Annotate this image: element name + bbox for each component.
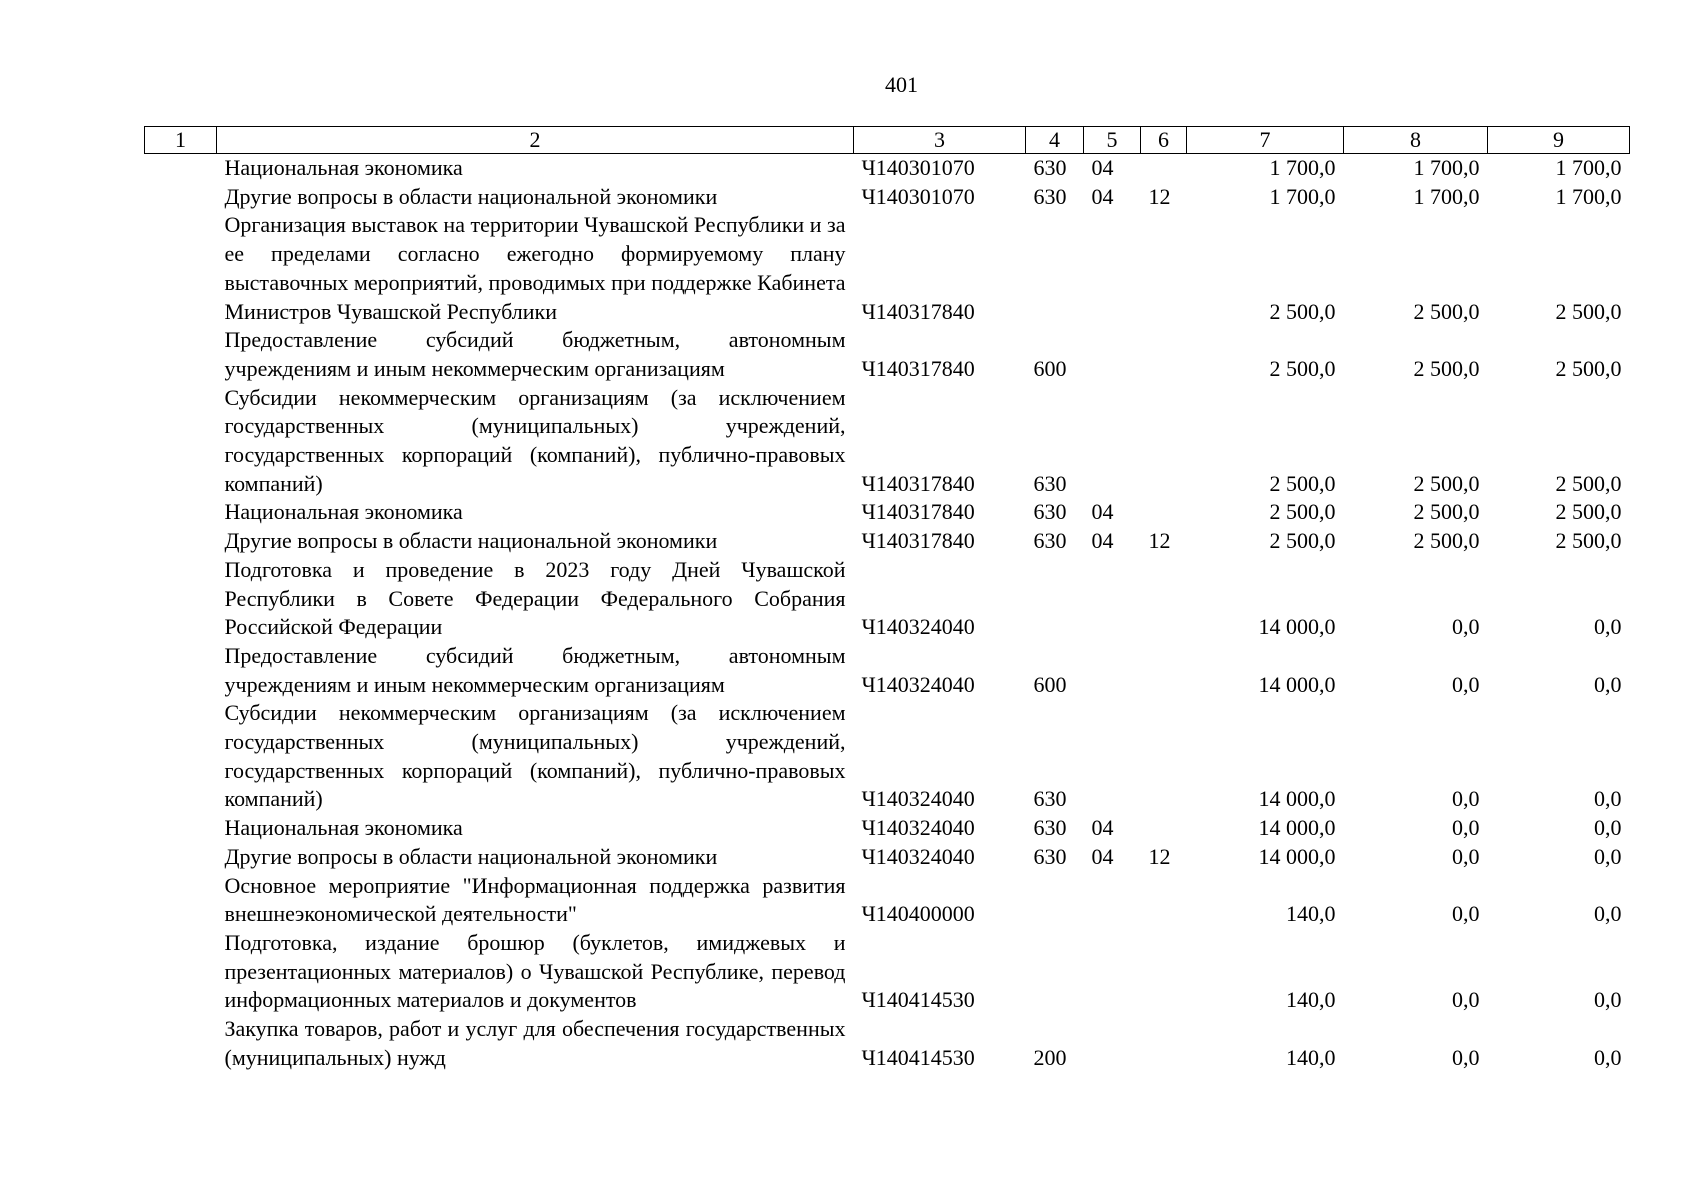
amount-col-9: 0,0 xyxy=(1594,614,1622,640)
item-name: Предоставление субсидий бюджетным, автономным учреждениям и иным некоммерческим организациям xyxy=(224,327,846,381)
row-number-cell xyxy=(145,1015,217,1072)
item-name: Национальная экономика xyxy=(224,499,463,525)
row-number-cell xyxy=(145,183,217,212)
subsection-code xyxy=(1141,699,1187,814)
subsection-code xyxy=(1141,642,1187,699)
table-row xyxy=(145,872,1630,929)
table-body xyxy=(145,154,1630,1073)
item-name: Подготовка, издание брошюр (буклетов, имиджевых и презентационных материалов) о Чувашской Республике, перевод информационных материалов и документов xyxy=(224,929,846,1013)
target-article-code: Ч140317840 xyxy=(861,499,975,525)
budget-table xyxy=(144,126,1630,1073)
amount-col-9: 1 700,0 xyxy=(1555,183,1622,209)
target-article-code: Ч140317840 xyxy=(861,528,975,554)
amount-col-7: 14 000,0 xyxy=(1258,614,1336,640)
section-code xyxy=(1084,556,1141,642)
column-header: 8 xyxy=(1344,127,1488,154)
amount-col-9: 0,0 xyxy=(1594,1044,1622,1070)
section-code: 04 xyxy=(1091,528,1114,554)
amount-col-9: 0,0 xyxy=(1594,987,1622,1013)
section-code xyxy=(1084,384,1141,499)
expense-type-code xyxy=(1026,556,1084,642)
section-code xyxy=(1084,642,1141,699)
section-code: 04 xyxy=(1091,183,1114,209)
target-article-code: Ч140324040 xyxy=(861,786,975,812)
table-header xyxy=(145,127,1630,154)
amount-col-7: 2 500,0 xyxy=(1269,298,1336,324)
item-name: Другие вопросы в области национальной экономики xyxy=(224,843,718,869)
row-number-cell xyxy=(145,642,217,699)
amount-col-9: 2 500,0 xyxy=(1555,499,1622,525)
target-article-code: Ч140400000 xyxy=(861,901,975,927)
expense-type-code: 630 xyxy=(1033,470,1067,496)
subsection-code xyxy=(1141,326,1187,383)
amount-col-7: 14 000,0 xyxy=(1258,786,1336,812)
section-code xyxy=(1084,872,1141,929)
subsection-code xyxy=(1141,556,1187,642)
item-name: Организация выставок на территории Чувашской Республики и за ее пределами согласно ежегодно формируемому плану выставочных мероприятий, проводимых при поддержке Кабинета Министров Чувашской Республики xyxy=(224,212,846,324)
item-name: Национальная экономика xyxy=(224,155,463,180)
expense-type-code: 630 xyxy=(1033,528,1067,554)
section-code: 04 xyxy=(1091,815,1114,841)
amount-col-8: 1 700,0 xyxy=(1413,183,1480,209)
amount-col-9: 2 500,0 xyxy=(1555,355,1622,381)
target-article-code: Ч140317840 xyxy=(861,355,975,381)
section-code xyxy=(1084,326,1141,383)
column-number-row xyxy=(145,127,1630,154)
expense-type-code: 630 xyxy=(1033,786,1067,812)
expense-type-code xyxy=(1026,211,1084,326)
amount-col-8: 0,0 xyxy=(1452,843,1480,869)
row-number-cell xyxy=(145,814,217,843)
subsection-code xyxy=(1141,498,1187,527)
section-code xyxy=(1084,1015,1141,1072)
table-row xyxy=(145,384,1630,499)
target-article-code: Ч140414530 xyxy=(861,987,975,1013)
table-row xyxy=(145,211,1630,326)
amount-col-8: 1 700,0 xyxy=(1413,155,1480,180)
table-row xyxy=(145,699,1630,814)
section-code: 04 xyxy=(1091,843,1114,869)
subsection-code xyxy=(1141,154,1187,183)
subsection-code xyxy=(1141,384,1187,499)
amount-col-9: 0,0 xyxy=(1594,843,1622,869)
page-number: 401 xyxy=(885,72,918,97)
column-header: 9 xyxy=(1488,127,1630,154)
item-name: Субсидии некоммерческим организациям (за исключением государственных (муниципальных) учреждений, государственных корпораций (компаний), публично-правовых компаний) xyxy=(224,700,846,812)
target-article-code: Ч140414530 xyxy=(861,1044,975,1070)
row-number-cell xyxy=(145,384,217,499)
table-row xyxy=(145,642,1630,699)
amount-col-7: 140,0 xyxy=(1286,1044,1336,1070)
amount-col-7: 2 500,0 xyxy=(1269,528,1336,554)
row-number-cell xyxy=(145,498,217,527)
target-article-code: Ч140317840 xyxy=(861,298,975,324)
item-name: Другие вопросы в области национальной экономики xyxy=(224,183,718,209)
amount-col-9: 2 500,0 xyxy=(1555,528,1622,554)
amount-col-8: 0,0 xyxy=(1452,901,1480,927)
target-article-code: Ч140324040 xyxy=(861,815,975,841)
amount-col-8: 0,0 xyxy=(1452,815,1480,841)
amount-col-9: 0,0 xyxy=(1594,815,1622,841)
row-number-cell xyxy=(145,872,217,929)
row-number-cell xyxy=(145,699,217,814)
amount-col-8: 2 500,0 xyxy=(1413,528,1480,554)
table-row xyxy=(145,556,1630,642)
table-row xyxy=(145,843,1630,872)
target-article-code: Ч140324040 xyxy=(861,843,975,869)
table-row xyxy=(145,326,1630,383)
item-name: Субсидии некоммерческим организациям (за исключением государственных (муниципальных) учреждений, государственных корпораций (компаний), публично-правовых компаний) xyxy=(224,384,846,496)
expense-type-code: 630 xyxy=(1033,843,1067,869)
row-number-cell xyxy=(145,326,217,383)
amount-col-7: 2 500,0 xyxy=(1269,355,1336,381)
amount-col-7: 140,0 xyxy=(1286,901,1336,927)
target-article-code: Ч140324040 xyxy=(861,671,975,697)
section-code xyxy=(1084,929,1141,1015)
amount-col-7: 2 500,0 xyxy=(1269,499,1336,525)
column-header: 7 xyxy=(1187,127,1344,154)
subsection-code: 12 xyxy=(1148,528,1171,554)
column-header: 4 xyxy=(1026,127,1084,154)
amount-col-8: 0,0 xyxy=(1452,987,1480,1013)
amount-col-8: 2 500,0 xyxy=(1413,298,1480,324)
amount-col-9: 0,0 xyxy=(1594,901,1622,927)
table-row xyxy=(145,929,1630,1015)
target-article-code: Ч140317840 xyxy=(861,470,975,496)
subsection-code: 12 xyxy=(1148,843,1171,869)
section-code xyxy=(1084,211,1141,326)
amount-col-8: 0,0 xyxy=(1452,671,1480,697)
table-row xyxy=(145,527,1630,556)
row-number-cell xyxy=(145,556,217,642)
expense-type-code: 600 xyxy=(1033,355,1067,381)
item-name: Предоставление субсидий бюджетным, автономным учреждениям и иным некоммерческим организациям xyxy=(224,642,846,697)
item-name: Закупка товаров, работ и услуг для обеспечения государственных (муниципальных) нужд xyxy=(224,1016,846,1070)
amount-col-9: 1 700,0 xyxy=(1555,155,1622,180)
column-header: 2 xyxy=(217,127,854,154)
amount-col-7: 14 000,0 xyxy=(1258,671,1336,697)
row-number-cell xyxy=(145,843,217,872)
amount-col-8: 0,0 xyxy=(1452,1044,1480,1070)
amount-col-7: 14 000,0 xyxy=(1258,843,1336,869)
expense-type-code: 630 xyxy=(1033,499,1067,525)
expense-type-code: 630 xyxy=(1033,815,1067,841)
section-code xyxy=(1084,699,1141,814)
subsection-code xyxy=(1141,1015,1187,1072)
table-row xyxy=(145,498,1630,527)
item-name: Подготовка и проведение в 2023 году Дней Чувашской Республики в Совете Федерации Федерального Собрания Российской Федерации xyxy=(224,556,846,640)
amount-col-7: 2 500,0 xyxy=(1269,470,1336,496)
amount-col-9: 2 500,0 xyxy=(1555,298,1622,324)
row-number-cell xyxy=(145,154,217,183)
column-header: 6 xyxy=(1141,127,1187,154)
expense-type-code xyxy=(1026,929,1084,1015)
item-name: Национальная экономика xyxy=(224,815,463,841)
column-header: 3 xyxy=(854,127,1026,154)
row-number-cell xyxy=(145,929,217,1015)
row-number-cell xyxy=(145,211,217,326)
expense-type-code: 200 xyxy=(1033,1044,1067,1070)
target-article-code: Ч140301070 xyxy=(861,183,975,209)
table-row xyxy=(145,183,1630,212)
expense-type-code: 600 xyxy=(1033,671,1067,697)
table-row xyxy=(145,814,1630,843)
amount-col-9: 2 500,0 xyxy=(1555,470,1622,496)
amount-col-8: 2 500,0 xyxy=(1413,499,1480,525)
table-row xyxy=(145,1015,1630,1072)
amount-col-9: 0,0 xyxy=(1594,786,1622,812)
subsection-code: 12 xyxy=(1148,183,1171,209)
column-header: 1 xyxy=(145,127,217,154)
amount-col-9: 0,0 xyxy=(1594,671,1622,697)
expense-type-code: 630 xyxy=(1033,183,1067,209)
target-article-code: Ч140324040 xyxy=(861,614,975,640)
subsection-code xyxy=(1141,211,1187,326)
amount-col-7: 1 700,0 xyxy=(1269,183,1336,209)
subsection-code xyxy=(1141,929,1187,1015)
section-code: 04 xyxy=(1091,499,1114,525)
expense-type-code: 630 xyxy=(1033,155,1067,180)
column-header: 5 xyxy=(1084,127,1141,154)
section-code: 04 xyxy=(1091,155,1114,180)
amount-col-8: 0,0 xyxy=(1452,614,1480,640)
amount-col-7: 1 700,0 xyxy=(1269,155,1336,180)
amount-col-8: 0,0 xyxy=(1452,786,1480,812)
row-number-cell xyxy=(145,527,217,556)
amount-col-7: 140,0 xyxy=(1286,987,1336,1013)
target-article-code: Ч140301070 xyxy=(861,155,975,180)
amount-col-7: 14 000,0 xyxy=(1258,815,1336,841)
item-name: Другие вопросы в области национальной экономики xyxy=(224,528,718,554)
subsection-code xyxy=(1141,814,1187,843)
table-row xyxy=(145,154,1630,183)
expense-type-code xyxy=(1026,872,1084,929)
item-name: Основное мероприятие "Информационная поддержка развития внешнеэкономической деятельности" xyxy=(224,872,846,927)
amount-col-8: 2 500,0 xyxy=(1413,355,1480,381)
subsection-code xyxy=(1141,872,1187,929)
amount-col-8: 2 500,0 xyxy=(1413,470,1480,496)
